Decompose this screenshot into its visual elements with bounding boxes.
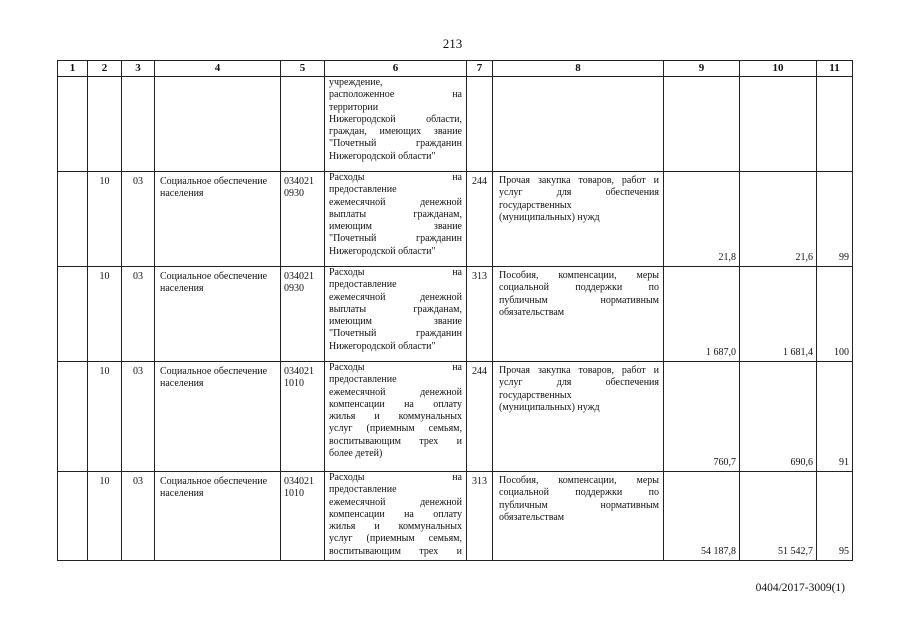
continuation-row bbox=[58, 77, 853, 172]
planned-amount: 21,8 bbox=[664, 172, 740, 267]
cell bbox=[740, 77, 817, 172]
section-name: Социальное обеспечение населения bbox=[155, 472, 281, 561]
table-row bbox=[58, 472, 853, 561]
cell bbox=[467, 77, 493, 172]
expense-type-code: 313 bbox=[467, 267, 493, 362]
subsection-code: 03 bbox=[122, 172, 155, 267]
expense-type-name: Пособия, компенсации, меры социальной поддержки по публичным нормативным обязательствам bbox=[493, 472, 664, 561]
execution-percent: 95 bbox=[817, 472, 853, 561]
section-name: Социальное обеспечение населения bbox=[155, 172, 281, 267]
planned-amount: 760,7 bbox=[664, 362, 740, 472]
expense-type-name: Пособия, компенсации, меры социальной поддержки по публичным нормативным обязательствам bbox=[493, 267, 664, 362]
section-name: Социальное обеспечение населения bbox=[155, 362, 281, 472]
expense-type-code: 313 bbox=[467, 472, 493, 561]
header-row bbox=[58, 61, 853, 77]
expense-description: учреждение, расположенное на территории Нижегородской области, граждан, имеющих звание "Почетный гражданин Нижегородской области" bbox=[325, 77, 467, 172]
header-col-10: 10 bbox=[740, 61, 817, 77]
expense-description: Расходы на предоставление ежемесячной денежной выплаты гражданам, имеющим звание "Почетный гражданин Нижегородской области" bbox=[325, 172, 467, 267]
header-col-4: 4 bbox=[155, 61, 281, 77]
planned-amount: 1 687,0 bbox=[664, 267, 740, 362]
section-code: 10 bbox=[88, 172, 122, 267]
header-col-6: 6 bbox=[325, 61, 467, 77]
section-code: 10 bbox=[88, 362, 122, 472]
executed-amount: 690,6 bbox=[740, 362, 817, 472]
cell bbox=[58, 362, 88, 472]
target-article-code: 034021 0930 bbox=[281, 172, 325, 267]
header-col-5: 5 bbox=[281, 61, 325, 77]
expense-description: Расходы на предоставление ежемесячной денежной компенсации на оплату жилья и коммунальных услуг (приемным семьям, воспитывающим трех и более детей) bbox=[325, 362, 467, 472]
execution-percent: 100 bbox=[817, 267, 853, 362]
header-col-2: 2 bbox=[88, 61, 122, 77]
document-code: 0404/2017-3009(1) bbox=[755, 582, 845, 594]
expense-description: Расходы на предоставление ежемесячной денежной выплаты гражданам, имеющим звание "Почетный гражданин Нижегородской области" bbox=[325, 267, 467, 362]
header-col-7: 7 bbox=[467, 61, 493, 77]
expense-type-name: Прочая закупка товаров, работ и услуг для обеспечения государственных (муниципальных) нужд bbox=[493, 362, 664, 472]
cell bbox=[122, 77, 155, 172]
header-col-8: 8 bbox=[493, 61, 664, 77]
table-row bbox=[58, 267, 853, 362]
cell bbox=[493, 77, 664, 172]
executed-amount: 21,6 bbox=[740, 172, 817, 267]
target-article-code: 034021 0930 bbox=[281, 267, 325, 362]
header-col-9: 9 bbox=[664, 61, 740, 77]
expense-description: Расходы на предоставление ежемесячной денежной компенсации на оплату жилья и коммунальных услуг (приемным семьям, воспитывающим трех и bbox=[325, 472, 467, 561]
subsection-code: 03 bbox=[122, 267, 155, 362]
section-code: 10 bbox=[88, 472, 122, 561]
cell bbox=[281, 77, 325, 172]
planned-amount: 54 187,8 bbox=[664, 472, 740, 561]
execution-percent: 91 bbox=[817, 362, 853, 472]
cell bbox=[817, 77, 853, 172]
cell bbox=[58, 77, 88, 172]
cell bbox=[58, 172, 88, 267]
target-article-code: 034021 1010 bbox=[281, 362, 325, 472]
table-row bbox=[58, 172, 853, 267]
cell bbox=[88, 77, 122, 172]
subsection-code: 03 bbox=[122, 472, 155, 561]
execution-percent: 99 bbox=[817, 172, 853, 267]
section-code: 10 bbox=[88, 267, 122, 362]
header-col-11: 11 bbox=[817, 61, 853, 77]
cell bbox=[58, 472, 88, 561]
subsection-code: 03 bbox=[122, 362, 155, 472]
expense-type-code: 244 bbox=[467, 362, 493, 472]
header-col-1: 1 bbox=[58, 61, 88, 77]
page-number: 213 bbox=[442, 36, 463, 51]
expense-type-code: 244 bbox=[467, 172, 493, 267]
cell bbox=[664, 77, 740, 172]
cell bbox=[58, 267, 88, 362]
executed-amount: 1 681,4 bbox=[740, 267, 817, 362]
budget-table bbox=[57, 60, 853, 561]
table-row bbox=[58, 362, 853, 472]
section-name: Социальное обеспечение населения bbox=[155, 267, 281, 362]
cell bbox=[155, 77, 281, 172]
target-article-code: 034021 1010 bbox=[281, 472, 325, 561]
executed-amount: 51 542,7 bbox=[740, 472, 817, 561]
header-col-3: 3 bbox=[122, 61, 155, 77]
expense-type-name: Прочая закупка товаров, работ и услуг для обеспечения государственных (муниципальных) нужд bbox=[493, 172, 664, 267]
